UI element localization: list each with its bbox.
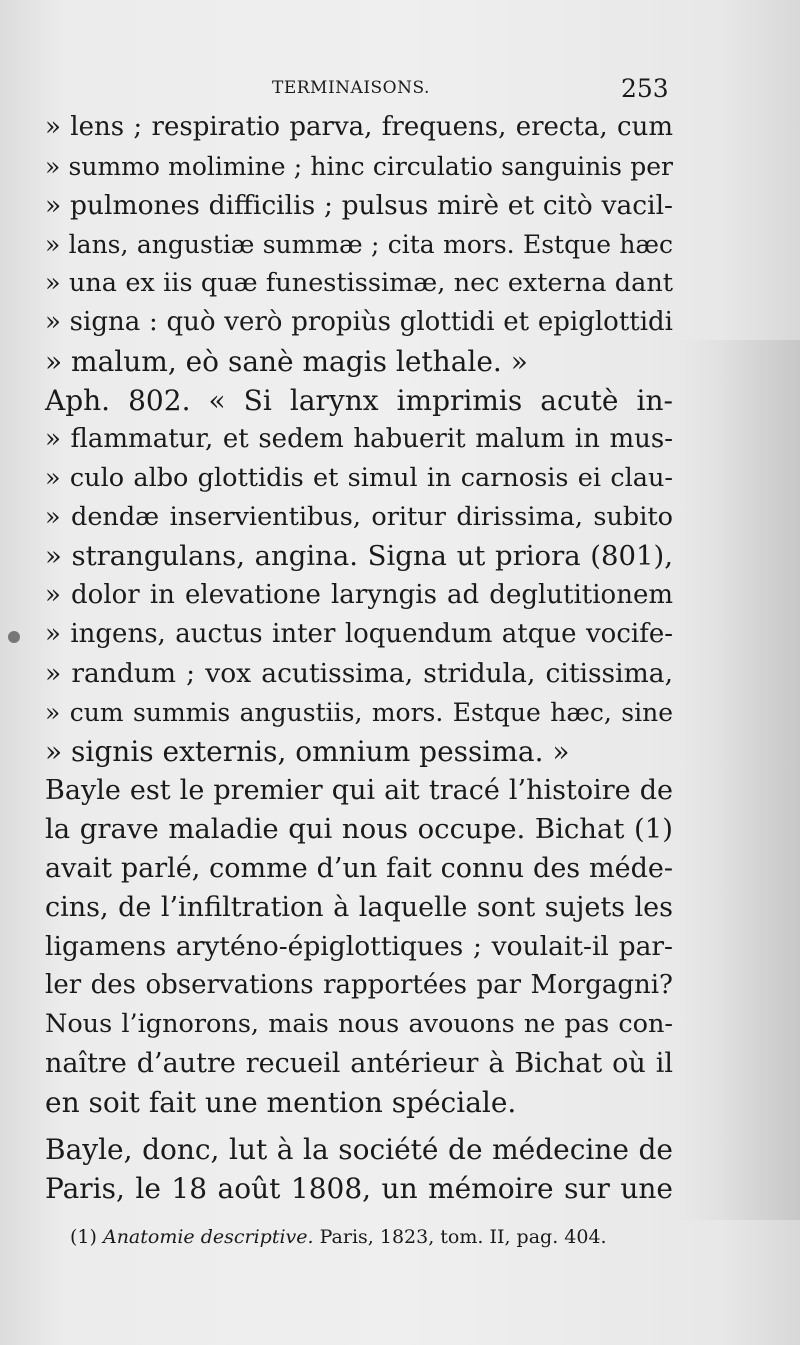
text-line: » flammatur, et sedem habuerit malum in mus-: [45, 424, 673, 454]
show-through-shadow: [676, 340, 800, 1220]
text-line: » strangulans, angina. Signa ut priora (801),: [45, 540, 673, 572]
text-line: » una ex iis quæ funestissimæ, nec externa dant: [45, 268, 673, 298]
text-line: ligamens aryténo-épiglottiques ; voulait-il par-: [45, 931, 673, 962]
footnote-work-title: Anatomie descriptive.: [102, 1226, 314, 1248]
text-line: » ingens, auctus inter loquendum atque vocife-: [45, 619, 673, 649]
page-number: 253: [621, 74, 669, 103]
text-line: Bayle est le premier qui ait tracé l’histoire de: [45, 775, 673, 806]
ink-spot: [8, 631, 20, 643]
text-line: » dendæ inservientibus, oritur dirissima, subito: [45, 502, 673, 532]
footnote: [70, 1222, 670, 1252]
page-header: [0, 74, 800, 104]
text-line: Nous l’ignorons, mais nous avouons ne pas con-: [45, 1009, 673, 1039]
text-line: naître d’autre recueil antérieur à Bichat où il: [45, 1048, 673, 1079]
footnote-marker: (1): [70, 1226, 97, 1248]
text-line: » pulmones difficilis ; pulsus mirè et citò vacil-: [45, 190, 673, 221]
text-line: » randum ; vox acutissima, stridula, citissima,: [45, 658, 673, 689]
text-line: » signa : quò verò propiùs glottidi et epiglottidi: [45, 307, 673, 337]
text-line: » summo molimine ; hinc circulatio sanguinis per: [45, 152, 673, 181]
text-line: » malum, eò sanè magis lethale. »: [45, 345, 528, 378]
text-line: avait parlé, comme d’un fait connu des méde-: [45, 853, 673, 884]
text-line: ler des observations rapportées par Morgagni?: [45, 970, 673, 1000]
text-line: » dolor in elevatione laryngis ad deglutitionem: [45, 580, 673, 610]
text-line: » lans, angustiæ summæ ; cita mors. Estque hæc: [45, 230, 673, 259]
text-line: la grave maladie qui nous occupe. Bichat (1): [45, 813, 673, 845]
footnote-reference: Paris, 1823, tom. II, pag. 404.: [319, 1226, 607, 1248]
text-line: » lens ; respiratio parva, frequens, erecta, cum: [45, 112, 673, 142]
text-line: Paris, le 18 août 1808, un mémoire sur une: [45, 1172, 673, 1205]
text-line: cins, de l’infiltration à laquelle sont sujets les: [45, 892, 673, 923]
text-line: Bayle, donc, lut à la société de médecine de: [45, 1133, 673, 1166]
text-line: Aph. 802. « Si larynx imprimis acutè in-: [45, 384, 673, 417]
text-line: » culo albo glottidis et simul in carnosis ei clau-: [45, 463, 673, 493]
text-line: » signis externis, omnium pessima. »: [45, 735, 570, 768]
text-line: » cum summis angustiis, mors. Estque hæc, sine: [45, 698, 673, 727]
running-title: TERMINAISONS.: [272, 78, 430, 98]
body-text: [45, 108, 673, 1208]
text-line: en soit fait une mention spéciale.: [45, 1086, 517, 1119]
